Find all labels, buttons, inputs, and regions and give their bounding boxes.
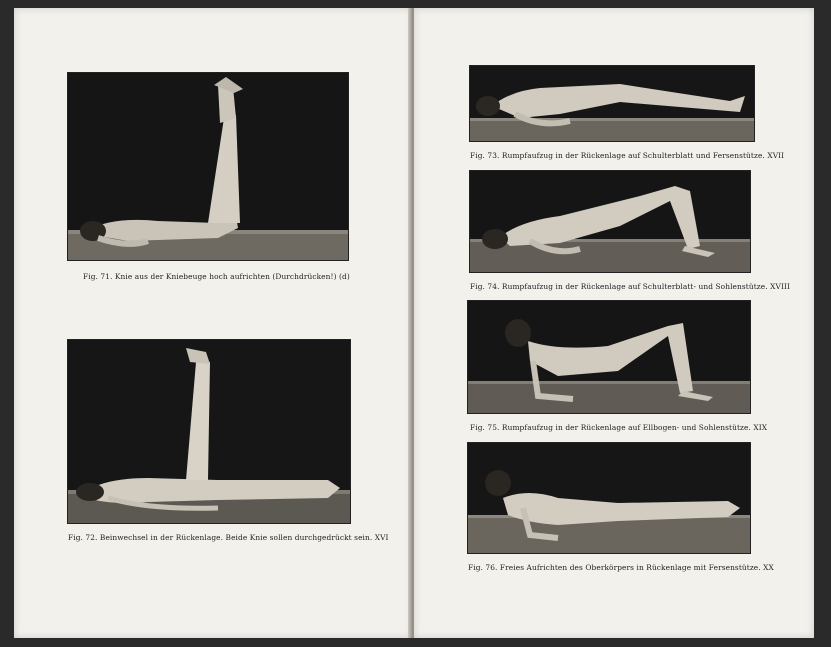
figure-76-photo	[468, 443, 750, 553]
figure-74-photo	[470, 171, 750, 272]
figure-73-photo	[470, 66, 754, 141]
figure-75-caption: Fig. 75. Rumpfaufzug in der Rückenlage auf Ellbogen- und Sohlenstütze. XIX	[470, 423, 768, 432]
right-page	[414, 8, 814, 638]
figure-76-caption: Fig. 76. Freies Aufrichten des Oberkörpers in Rückenlage mit Fersenstütze. XX	[468, 563, 774, 572]
left-page	[14, 8, 412, 638]
figure-72-photo	[68, 340, 350, 523]
figure-74-caption: Fig. 74. Rumpfaufzug in der Rückenlage auf Schulterblatt- und Sohlenstütze. XVIII	[470, 282, 791, 291]
figure-72-caption: Fig. 72. Beinwechsel in der Rückenlage. Beide Knie sollen durchgedrückt sein. XVI	[68, 533, 389, 542]
figure-73-caption: Fig. 73. Rumpfaufzug in der Rückenlage auf Schulterblatt und Fersenstütze. XVII	[470, 151, 785, 160]
figure-75-photo	[468, 301, 750, 413]
figure-71-photo	[68, 73, 348, 260]
figure-71-caption: Fig. 71. Knie aus der Kniebeuge hoch aufrichten (Durchdrücken!) (d)	[83, 272, 350, 281]
